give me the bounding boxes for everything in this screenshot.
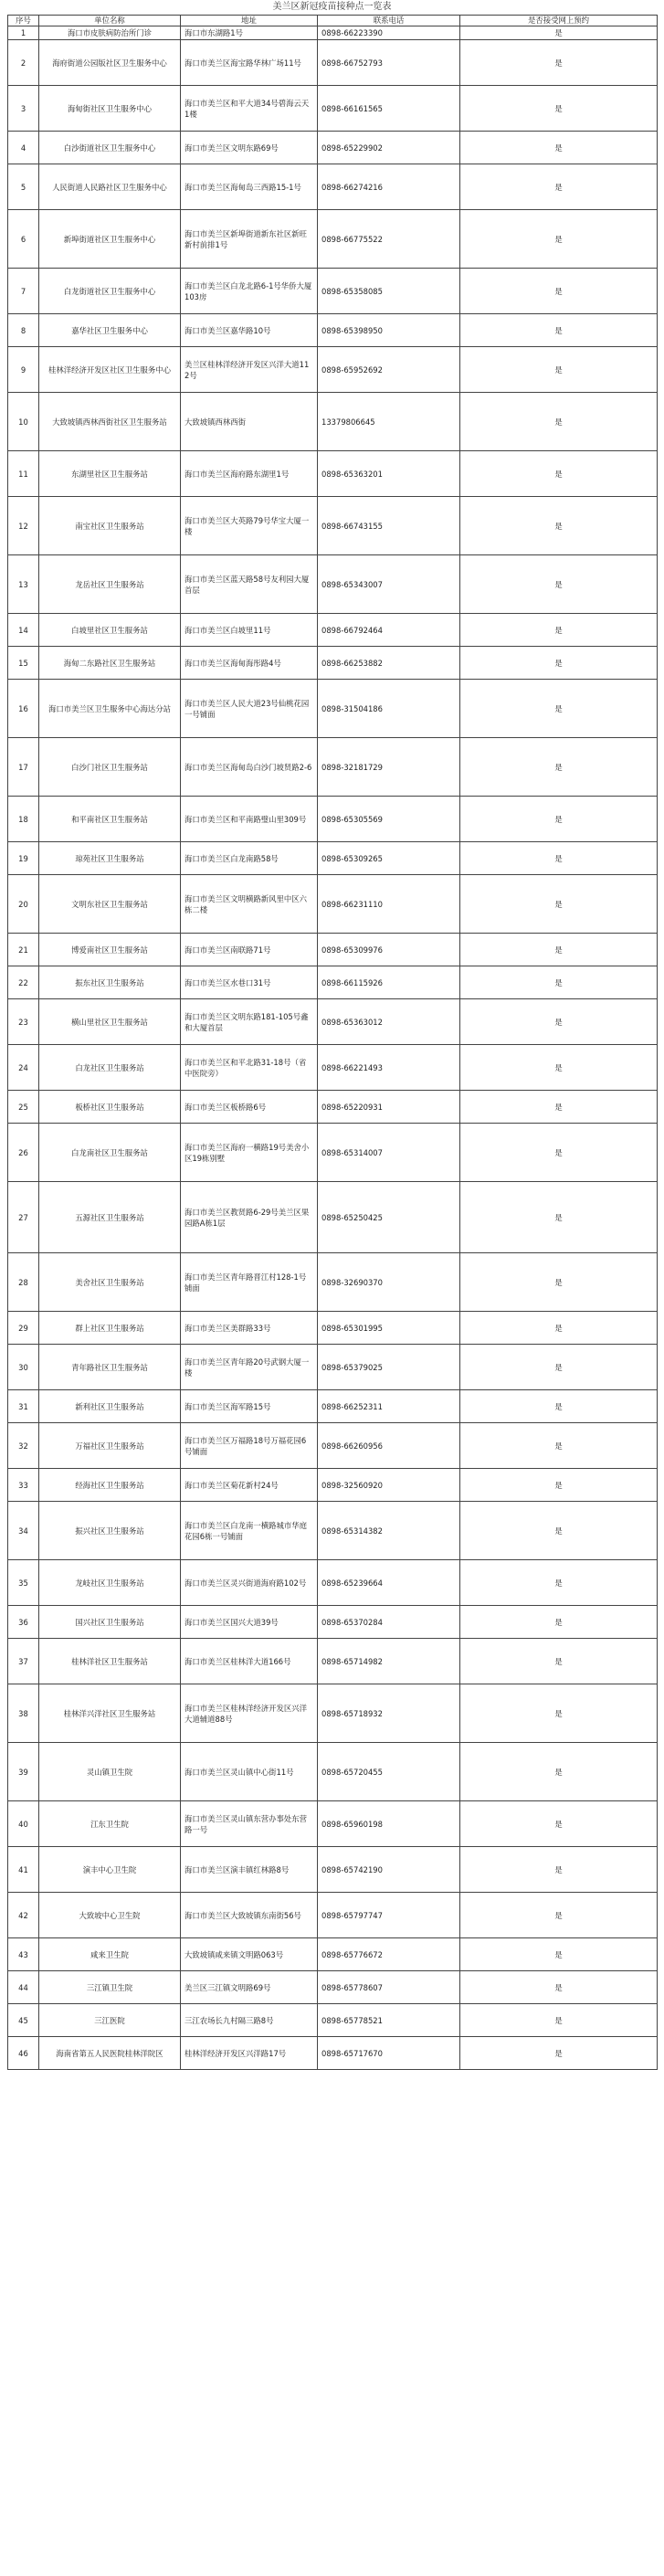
cell-online: 是 bbox=[460, 1253, 658, 1312]
table-row bbox=[8, 497, 658, 555]
header-phone: 联系电话 bbox=[318, 16, 460, 26]
cell-no: 27 bbox=[8, 1182, 39, 1253]
cell-online: 是 bbox=[460, 1091, 658, 1124]
cell-online: 是 bbox=[460, 1560, 658, 1606]
cell-address: 海口市美兰区和平北路31-18号（省中医院旁） bbox=[181, 1045, 318, 1091]
table-row bbox=[8, 1801, 658, 1847]
cell-name: 横山里社区卫生服务站 bbox=[39, 999, 181, 1045]
cell-address: 海口市美兰区白龙南一横路城市华庭花园6栋一号铺面 bbox=[181, 1502, 318, 1560]
cell-phone: 0898-65778521 bbox=[318, 2004, 460, 2037]
table-row bbox=[8, 269, 658, 314]
cell-no: 7 bbox=[8, 269, 39, 314]
cell-address: 海口市美兰区白坡里11号 bbox=[181, 614, 318, 647]
cell-address: 海口市美兰区海军路15号 bbox=[181, 1390, 318, 1423]
cell-address: 海口市美兰区大致坡镇东南街56号 bbox=[181, 1893, 318, 1938]
cell-address: 海口市美兰区水巷口31号 bbox=[181, 966, 318, 999]
cell-address: 海口市美兰区蓝天路58号友利园大厦首层 bbox=[181, 555, 318, 614]
cell-name: 桂林洋社区卫生服务站 bbox=[39, 1639, 181, 1684]
cell-no: 35 bbox=[8, 1560, 39, 1606]
cell-address: 海口市美兰区教贤路6-29号美兰区果园路A栋1层 bbox=[181, 1182, 318, 1253]
cell-phone: 0898-66252311 bbox=[318, 1390, 460, 1423]
cell-no: 42 bbox=[8, 1893, 39, 1938]
cell-online: 是 bbox=[460, 614, 658, 647]
cell-no: 24 bbox=[8, 1045, 39, 1091]
cell-name: 桂林洋经济开发区社区卫生服务中心 bbox=[39, 347, 181, 393]
cell-address: 海口市美兰区嘉华路10号 bbox=[181, 314, 318, 347]
cell-online: 是 bbox=[460, 1312, 658, 1345]
table-row bbox=[8, 1893, 658, 1938]
cell-address: 海口市美兰区灵山镇中心街11号 bbox=[181, 1743, 318, 1801]
cell-online: 是 bbox=[460, 1469, 658, 1502]
cell-no: 39 bbox=[8, 1743, 39, 1801]
cell-phone: 0898-65717670 bbox=[318, 2037, 460, 2070]
cell-phone: 0898-66260956 bbox=[318, 1423, 460, 1469]
cell-phone: 0898-65220931 bbox=[318, 1091, 460, 1124]
cell-phone: 0898-32560920 bbox=[318, 1469, 460, 1502]
cell-address: 海口市美兰区文明横路新风里中区六栋二楼 bbox=[181, 875, 318, 934]
cell-phone: 0898-65343007 bbox=[318, 555, 460, 614]
cell-no: 17 bbox=[8, 738, 39, 797]
header-no: 序号 bbox=[8, 16, 39, 26]
cell-online: 是 bbox=[460, 875, 658, 934]
cell-address: 海口市美兰区和平南路璧山里309号 bbox=[181, 797, 318, 842]
cell-address: 大致坡镇咸来镇文明路063号 bbox=[181, 1938, 318, 1971]
cell-name: 板桥社区卫生服务站 bbox=[39, 1091, 181, 1124]
cell-no: 46 bbox=[8, 2037, 39, 2070]
cell-name: 龙岳社区卫生服务站 bbox=[39, 555, 181, 614]
cell-phone: 0898-65778607 bbox=[318, 1971, 460, 2004]
table-row bbox=[8, 875, 658, 934]
cell-name: 三江医院 bbox=[39, 2004, 181, 2037]
cell-name: 人民街道人民路社区卫生服务中心 bbox=[39, 164, 181, 210]
cell-no: 21 bbox=[8, 934, 39, 966]
header-name: 单位名称 bbox=[39, 16, 181, 26]
cell-address: 海口市美兰区灵兴街道海府路102号 bbox=[181, 1560, 318, 1606]
table-row bbox=[8, 1390, 658, 1423]
cell-name: 嘉华社区卫生服务中心 bbox=[39, 314, 181, 347]
table-row bbox=[8, 797, 658, 842]
cell-address: 海口市美兰区菊花新村24号 bbox=[181, 1469, 318, 1502]
cell-name: 青年路社区卫生服务站 bbox=[39, 1345, 181, 1390]
cell-no: 23 bbox=[8, 999, 39, 1045]
table-row bbox=[8, 1847, 658, 1893]
cell-online: 是 bbox=[460, 1971, 658, 2004]
cell-phone: 0898-65714982 bbox=[318, 1639, 460, 1684]
cell-address: 海口市美兰区海府路东湖里1号 bbox=[181, 451, 318, 497]
table-title: 美兰区新冠疫苗接种点一览表 bbox=[272, 2, 392, 12]
cell-online: 是 bbox=[460, 738, 658, 797]
cell-name: 白沙街道社区卫生服务中心 bbox=[39, 132, 181, 164]
cell-name: 新利社区卫生服务站 bbox=[39, 1390, 181, 1423]
cell-online: 是 bbox=[460, 1182, 658, 1253]
cell-phone: 0898-65370284 bbox=[318, 1606, 460, 1639]
table-row bbox=[8, 1312, 658, 1345]
cell-address: 三江农场长九村隔三路8号 bbox=[181, 2004, 318, 2037]
cell-address: 海口市美兰区海甸岛三西路15-1号 bbox=[181, 164, 318, 210]
cell-online: 是 bbox=[460, 497, 658, 555]
cell-address: 海口市美兰区桂林洋大道166号 bbox=[181, 1639, 318, 1684]
cell-name: 美舍社区卫生服务站 bbox=[39, 1253, 181, 1312]
cell-online: 是 bbox=[460, 1893, 658, 1938]
cell-phone: 0898-66115926 bbox=[318, 966, 460, 999]
cell-phone: 0898-66752793 bbox=[318, 40, 460, 86]
cell-phone: 0898-65960198 bbox=[318, 1801, 460, 1847]
cell-no: 5 bbox=[8, 164, 39, 210]
cell-address: 海口市美兰区板桥路6号 bbox=[181, 1091, 318, 1124]
cell-name: 白龙街道社区卫生服务中心 bbox=[39, 269, 181, 314]
cell-no: 4 bbox=[8, 132, 39, 164]
cell-online: 是 bbox=[460, 164, 658, 210]
cell-no: 14 bbox=[8, 614, 39, 647]
cell-no: 22 bbox=[8, 966, 39, 999]
cell-phone: 0898-65314007 bbox=[318, 1124, 460, 1182]
vaccination-sites-table bbox=[7, 15, 658, 2070]
table-row bbox=[8, 555, 658, 614]
cell-address: 海口市美兰区青年路20号武钢大厦一楼 bbox=[181, 1345, 318, 1390]
header-online: 是否接受网上预约 bbox=[460, 16, 658, 26]
cell-address: 海口市东湖路1号 bbox=[181, 26, 318, 40]
cell-no: 33 bbox=[8, 1469, 39, 1502]
table-row bbox=[8, 451, 658, 497]
table-row bbox=[8, 1639, 658, 1684]
cell-online: 是 bbox=[460, 680, 658, 738]
cell-phone: 0898-31504186 bbox=[318, 680, 460, 738]
table-row bbox=[8, 999, 658, 1045]
cell-online: 是 bbox=[460, 1938, 658, 1971]
table-row bbox=[8, 1743, 658, 1801]
cell-online: 是 bbox=[460, 1684, 658, 1743]
cell-address: 海口市美兰区海甸岛白沙门坡贤路2-6 bbox=[181, 738, 318, 797]
cell-no: 37 bbox=[8, 1639, 39, 1684]
cell-name: 万福社区卫生服务站 bbox=[39, 1423, 181, 1469]
cell-no: 44 bbox=[8, 1971, 39, 2004]
table-row bbox=[8, 1606, 658, 1639]
cell-online: 是 bbox=[460, 1124, 658, 1182]
table-row bbox=[8, 1253, 658, 1312]
table-row bbox=[8, 164, 658, 210]
cell-phone: 0898-65952692 bbox=[318, 347, 460, 393]
cell-online: 是 bbox=[460, 347, 658, 393]
table-row bbox=[8, 26, 658, 40]
cell-no: 32 bbox=[8, 1423, 39, 1469]
cell-address: 海口市美兰区文明东路181-105号鑫和大厦首层 bbox=[181, 999, 318, 1045]
cell-phone: 0898-65379025 bbox=[318, 1345, 460, 1390]
cell-name: 新埠街道社区卫生服务中心 bbox=[39, 210, 181, 269]
cell-name: 白坡里社区卫生服务站 bbox=[39, 614, 181, 647]
cell-phone: 0898-65309976 bbox=[318, 934, 460, 966]
table-row bbox=[8, 1684, 658, 1743]
cell-phone: 0898-65363012 bbox=[318, 999, 460, 1045]
cell-name: 白沙门社区卫生服务站 bbox=[39, 738, 181, 797]
cell-phone: 0898-66221493 bbox=[318, 1045, 460, 1091]
cell-address: 海口市美兰区演丰镇红林路8号 bbox=[181, 1847, 318, 1893]
cell-name: 咸来卫生院 bbox=[39, 1938, 181, 1971]
cell-name: 琼苑社区卫生服务站 bbox=[39, 842, 181, 875]
table-row bbox=[8, 210, 658, 269]
cell-name: 演丰中心卫生院 bbox=[39, 1847, 181, 1893]
cell-address: 桂林洋经济开发区兴洋路17号 bbox=[181, 2037, 318, 2070]
cell-phone: 0898-65398950 bbox=[318, 314, 460, 347]
cell-phone: 0898-32690370 bbox=[318, 1253, 460, 1312]
cell-no: 20 bbox=[8, 875, 39, 934]
cell-address: 海口市美兰区大英路79号华宝大厦一楼 bbox=[181, 497, 318, 555]
cell-online: 是 bbox=[460, 1801, 658, 1847]
cell-phone: 0898-65250425 bbox=[318, 1182, 460, 1253]
cell-online: 是 bbox=[460, 86, 658, 132]
cell-name: 江东卫生院 bbox=[39, 1801, 181, 1847]
cell-phone: 0898-65301995 bbox=[318, 1312, 460, 1345]
cell-no: 36 bbox=[8, 1606, 39, 1639]
table-row bbox=[8, 680, 658, 738]
cell-address: 美兰区桂林洋经济开发区兴洋大道112号 bbox=[181, 347, 318, 393]
cell-online: 是 bbox=[460, 1847, 658, 1893]
cell-no: 8 bbox=[8, 314, 39, 347]
table-row bbox=[8, 1560, 658, 1606]
cell-no: 6 bbox=[8, 210, 39, 269]
table-row bbox=[8, 1124, 658, 1182]
cell-address: 海口市美兰区新埠街道新东社区新旺新村前排1号 bbox=[181, 210, 318, 269]
cell-phone: 0898-65776672 bbox=[318, 1938, 460, 1971]
cell-name: 海南省第五人民医院桂林洋院区 bbox=[39, 2037, 181, 2070]
cell-online: 是 bbox=[460, 934, 658, 966]
cell-online: 是 bbox=[460, 999, 658, 1045]
cell-online: 是 bbox=[460, 1345, 658, 1390]
table-row bbox=[8, 934, 658, 966]
cell-address: 海口市美兰区海宝路华林广场11号 bbox=[181, 40, 318, 86]
cell-phone: 0898-65797747 bbox=[318, 1893, 460, 1938]
cell-no: 3 bbox=[8, 86, 39, 132]
cell-no: 30 bbox=[8, 1345, 39, 1390]
cell-no: 40 bbox=[8, 1801, 39, 1847]
table-row bbox=[8, 132, 658, 164]
table-row bbox=[8, 966, 658, 999]
cell-online: 是 bbox=[460, 393, 658, 451]
cell-name: 文明东社区卫生服务站 bbox=[39, 875, 181, 934]
cell-name: 灵山镇卫生院 bbox=[39, 1743, 181, 1801]
cell-name: 国兴社区卫生服务站 bbox=[39, 1606, 181, 1639]
cell-online: 是 bbox=[460, 1390, 658, 1423]
cell-address: 海口市美兰区和平大道34号碧海云天1楼 bbox=[181, 86, 318, 132]
cell-name: 博爱南社区卫生服务站 bbox=[39, 934, 181, 966]
cell-no: 29 bbox=[8, 1312, 39, 1345]
cell-name: 龙岐社区卫生服务站 bbox=[39, 1560, 181, 1606]
cell-no: 12 bbox=[8, 497, 39, 555]
cell-address: 大致坡镇西林西街 bbox=[181, 393, 318, 451]
cell-phone: 0898-66223390 bbox=[318, 26, 460, 40]
cell-online: 是 bbox=[460, 647, 658, 680]
cell-no: 15 bbox=[8, 647, 39, 680]
cell-online: 是 bbox=[460, 797, 658, 842]
table-row bbox=[8, 393, 658, 451]
cell-phone: 0898-65720455 bbox=[318, 1743, 460, 1801]
cell-online: 是 bbox=[460, 555, 658, 614]
cell-phone: 0898-66775522 bbox=[318, 210, 460, 269]
cell-no: 31 bbox=[8, 1390, 39, 1423]
cell-name: 和平南社区卫生服务站 bbox=[39, 797, 181, 842]
cell-phone: 0898-65239664 bbox=[318, 1560, 460, 1606]
cell-address: 美兰区三江镇文明路69号 bbox=[181, 1971, 318, 2004]
cell-online: 是 bbox=[460, 1502, 658, 1560]
cell-phone: 0898-65358085 bbox=[318, 269, 460, 314]
cell-name: 大致坡中心卫生院 bbox=[39, 1893, 181, 1938]
cell-online: 是 bbox=[460, 210, 658, 269]
cell-name: 海甸街社区卫生服务中心 bbox=[39, 86, 181, 132]
cell-online: 是 bbox=[460, 1606, 658, 1639]
cell-online: 是 bbox=[460, 26, 658, 40]
table-row bbox=[8, 614, 658, 647]
cell-phone: 0898-65305569 bbox=[318, 797, 460, 842]
table-row bbox=[8, 647, 658, 680]
cell-no: 19 bbox=[8, 842, 39, 875]
table-row bbox=[8, 314, 658, 347]
cell-name: 经海社区卫生服务站 bbox=[39, 1469, 181, 1502]
cell-address: 海口市美兰区人民大道23号仙桃花园一号铺面 bbox=[181, 680, 318, 738]
cell-name: 海口市美兰区卫生服务中心海达分站 bbox=[39, 680, 181, 738]
cell-no: 10 bbox=[8, 393, 39, 451]
cell-no: 45 bbox=[8, 2004, 39, 2037]
table-row bbox=[8, 1423, 658, 1469]
table-row bbox=[8, 738, 658, 797]
cell-phone: 0898-32181729 bbox=[318, 738, 460, 797]
table-row bbox=[8, 1938, 658, 1971]
cell-address: 海口市美兰区海甸海彤路4号 bbox=[181, 647, 318, 680]
cell-online: 是 bbox=[460, 1423, 658, 1469]
cell-address: 海口市美兰区万福路18号万福花园6号铺面 bbox=[181, 1423, 318, 1469]
cell-online: 是 bbox=[460, 132, 658, 164]
cell-address: 海口市美兰区文明东路69号 bbox=[181, 132, 318, 164]
table-row bbox=[8, 1045, 658, 1091]
cell-phone: 0898-66253882 bbox=[318, 647, 460, 680]
cell-name: 振东社区卫生服务站 bbox=[39, 966, 181, 999]
cell-online: 是 bbox=[460, 2004, 658, 2037]
cell-online: 是 bbox=[460, 269, 658, 314]
cell-phone: 0898-66743155 bbox=[318, 497, 460, 555]
cell-address: 海口市美兰区灵山镇东营办事处东营路一号 bbox=[181, 1801, 318, 1847]
cell-phone: 0898-66274216 bbox=[318, 164, 460, 210]
table-row bbox=[8, 842, 658, 875]
header-address: 地址 bbox=[181, 16, 318, 26]
cell-name: 群上社区卫生服务站 bbox=[39, 1312, 181, 1345]
cell-no: 2 bbox=[8, 40, 39, 86]
cell-phone: 0898-65229902 bbox=[318, 132, 460, 164]
cell-name: 白龙社区卫生服务站 bbox=[39, 1045, 181, 1091]
cell-address: 海口市美兰区海府一横路19号美舍小区19栋别墅 bbox=[181, 1124, 318, 1182]
table-row bbox=[8, 1502, 658, 1560]
cell-no: 34 bbox=[8, 1502, 39, 1560]
cell-name: 南宝社区卫生服务站 bbox=[39, 497, 181, 555]
cell-name: 桂林洋兴洋社区卫生服务站 bbox=[39, 1684, 181, 1743]
cell-phone: 0898-66231110 bbox=[318, 875, 460, 934]
cell-address: 海口市美兰区白龙北路6-1号华侨大厦103房 bbox=[181, 269, 318, 314]
cell-online: 是 bbox=[460, 2037, 658, 2070]
cell-address: 海口市美兰区白龙南路58号 bbox=[181, 842, 318, 875]
cell-no: 43 bbox=[8, 1938, 39, 1971]
cell-online: 是 bbox=[460, 314, 658, 347]
table-row bbox=[8, 1345, 658, 1390]
cell-no: 41 bbox=[8, 1847, 39, 1893]
cell-phone: 0898-66161565 bbox=[318, 86, 460, 132]
cell-address: 海口市美兰区美群路33号 bbox=[181, 1312, 318, 1345]
cell-online: 是 bbox=[460, 966, 658, 999]
table-row bbox=[8, 1182, 658, 1253]
table-row bbox=[8, 347, 658, 393]
cell-no: 25 bbox=[8, 1091, 39, 1124]
cell-online: 是 bbox=[460, 1743, 658, 1801]
cell-address: 海口市美兰区青年路晋江村128-1号铺面 bbox=[181, 1253, 318, 1312]
cell-name: 海甸二东路社区卫生服务站 bbox=[39, 647, 181, 680]
cell-no: 26 bbox=[8, 1124, 39, 1182]
cell-no: 18 bbox=[8, 797, 39, 842]
cell-phone: 13379806645 bbox=[318, 393, 460, 451]
cell-no: 11 bbox=[8, 451, 39, 497]
cell-phone: 0898-65314382 bbox=[318, 1502, 460, 1560]
cell-online: 是 bbox=[460, 451, 658, 497]
cell-address: 海口市美兰区国兴大道39号 bbox=[181, 1606, 318, 1639]
cell-phone: 0898-66792464 bbox=[318, 614, 460, 647]
table-row bbox=[8, 2037, 658, 2070]
cell-name: 三江镇卫生院 bbox=[39, 1971, 181, 2004]
cell-address: 海口市美兰区南联路71号 bbox=[181, 934, 318, 966]
cell-online: 是 bbox=[460, 1045, 658, 1091]
table-row bbox=[8, 1091, 658, 1124]
table-row bbox=[8, 1469, 658, 1502]
table-row bbox=[8, 86, 658, 132]
cell-phone: 0898-65742190 bbox=[318, 1847, 460, 1893]
header-row bbox=[8, 16, 658, 26]
cell-address: 海口市美兰区桂林洋经济开发区兴洋大道辅道88号 bbox=[181, 1684, 318, 1743]
cell-no: 38 bbox=[8, 1684, 39, 1743]
cell-no: 13 bbox=[8, 555, 39, 614]
cell-name: 海口市皮肤病防治所门诊 bbox=[39, 26, 181, 40]
table-row bbox=[8, 40, 658, 86]
cell-phone: 0898-65363201 bbox=[318, 451, 460, 497]
cell-no: 28 bbox=[8, 1253, 39, 1312]
cell-name: 振兴社区卫生服务站 bbox=[39, 1502, 181, 1560]
cell-no: 9 bbox=[8, 347, 39, 393]
cell-name: 海府街道公园版社区卫生服务中心 bbox=[39, 40, 181, 86]
cell-online: 是 bbox=[460, 40, 658, 86]
table-row bbox=[8, 1971, 658, 2004]
cell-online: 是 bbox=[460, 1639, 658, 1684]
cell-name: 大致坡镇西林西街社区卫生服务站 bbox=[39, 393, 181, 451]
cell-name: 东湖里社区卫生服务站 bbox=[39, 451, 181, 497]
cell-no: 1 bbox=[8, 26, 39, 40]
cell-name: 五源社区卫生服务站 bbox=[39, 1182, 181, 1253]
cell-no: 16 bbox=[8, 680, 39, 738]
cell-phone: 0898-65718932 bbox=[318, 1684, 460, 1743]
cell-online: 是 bbox=[460, 842, 658, 875]
cell-phone: 0898-65309265 bbox=[318, 842, 460, 875]
table-row bbox=[8, 2004, 658, 2037]
cell-name: 白龙南社区卫生服务站 bbox=[39, 1124, 181, 1182]
